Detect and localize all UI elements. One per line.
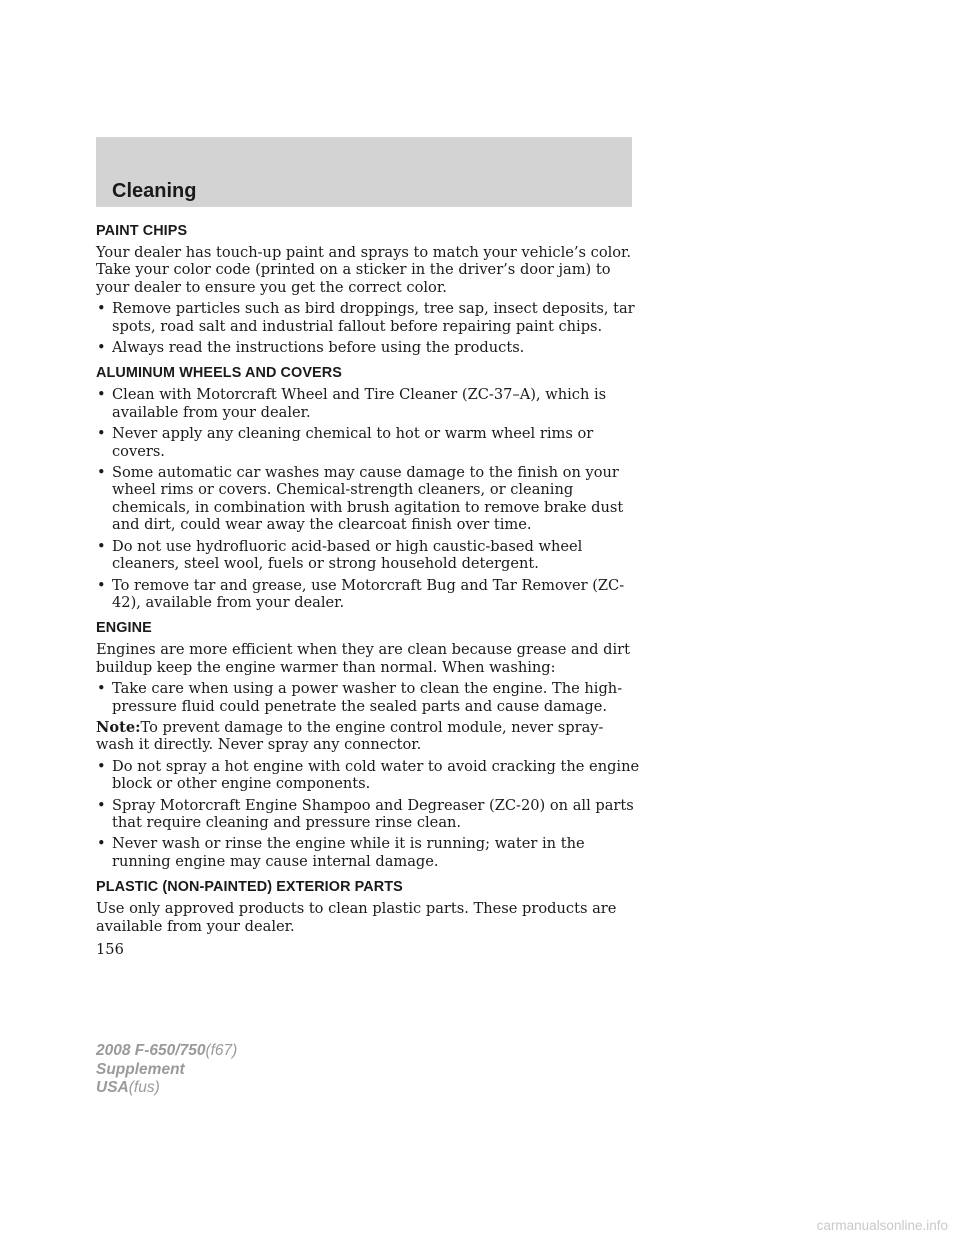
bullet-list [96, 386, 641, 611]
list-item-text: Clean with Motorcraft Wheel and Tire Cleaner (ZC-37–A), which is available from your dealer. [112, 386, 607, 421]
list-item-text: Never wash or rinse the engine while it is running; water in the running engine may cause internal damage. [112, 835, 585, 870]
bullet-list [96, 758, 641, 870]
page-content [96, 222, 641, 943]
footer-line [96, 1042, 237, 1061]
bullet-list [96, 300, 641, 356]
bullet-icon: • [97, 386, 106, 404]
list-item-text: Take care when using a power washer to clean the engine. The high-pressure fluid could penetrate the sealed parts and cause damage. [112, 680, 623, 715]
section-heading: PAINT CHIPS [96, 223, 188, 239]
list-item [96, 339, 641, 356]
bullet-icon: • [97, 796, 106, 814]
section-paragraph: Use only approved products to clean plastic parts. These products are available from your dealer. [96, 900, 617, 935]
section-plastic-exterior-parts [96, 878, 641, 935]
bullet-icon: • [97, 537, 106, 555]
section-heading: ENGINE [96, 620, 152, 637]
list-item [96, 680, 641, 715]
list-item-text: Never apply any cleaning chemical to hot or warm wheel rims or covers. [112, 425, 594, 460]
list-item [96, 577, 641, 612]
note-text: To prevent damage to the engine control module, never spray-wash it directly. Never spray any connector. [96, 718, 604, 754]
list-item-text: Spray Motorcraft Engine Shampoo and Degreaser (ZC-20) on all parts that require cleaning and pressure rinse clean. [112, 796, 634, 831]
footer-line [96, 1061, 237, 1080]
bullet-list [96, 680, 641, 715]
section-heading: PLASTIC (NON-PAINTED) EXTERIOR PARTS [96, 879, 403, 896]
watermark-link[interactable]: carmanualsonline.info [816, 1218, 948, 1233]
footer-region-code: (fus) [128, 1079, 160, 1096]
bullet-icon: • [97, 835, 106, 853]
document-footer [96, 1042, 237, 1098]
footer-model: 2008 F-650/750 [96, 1042, 206, 1059]
section-heading: ALUMINUM WHEELS AND COVERS [96, 365, 342, 382]
note-label: Note: [96, 718, 141, 736]
list-item [96, 464, 641, 534]
footer-line [96, 1079, 237, 1098]
list-item [96, 538, 641, 573]
list-item [96, 835, 641, 870]
note-paragraph [96, 719, 641, 754]
bullet-icon: • [97, 680, 106, 698]
section-paragraph: Engines are more efficient when they are clean because grease and dirt buildup keep the engine warmer than normal. When washing: [96, 641, 630, 676]
list-item [96, 425, 641, 460]
page-number: 156 [96, 941, 124, 958]
list-item-text: Do not use hydrofluoric acid-based or high caustic-based wheel cleaners, steel wool, fuels or strong household detergent. [112, 537, 583, 573]
list-item [96, 300, 641, 335]
bullet-icon: • [97, 300, 106, 318]
bullet-icon: • [97, 425, 106, 443]
section-paint-chips [96, 222, 641, 356]
section-engine [96, 619, 641, 870]
bullet-icon: • [97, 464, 106, 482]
list-item [96, 758, 641, 793]
list-item [96, 797, 641, 832]
list-item-text: Some automatic car washes may cause damage to the finish on your wheel rims or covers. Chemical-strength cleaners, or cleaning chemicals, in combination with brush agitation to remove brake dust and dirt, could wear away the clearcoat finish over time. [112, 464, 624, 534]
list-item [96, 386, 641, 421]
section-aluminum-wheels [96, 364, 641, 611]
footer-region: USA [96, 1079, 129, 1096]
page-title: Cleaning [112, 180, 197, 202]
bullet-icon: • [97, 339, 106, 357]
list-item-text: Do not spray a hot engine with cold water to avoid cracking the engine block or other engine components. [112, 757, 640, 793]
footer-supplement: Supplement [96, 1060, 185, 1078]
section-paragraph: Your dealer has touch-up paint and sprays to match your vehicle’s color. Take your color code (printed on a sticker in the driver’s door jam) to your dealer to ensure you get the correct color. [96, 244, 632, 296]
section-header-band [96, 137, 632, 207]
list-item-text: Always read the instructions before using the products. [112, 339, 525, 357]
list-item-text: To remove tar and grease, use Motorcraft Bug and Tar Remover (ZC-42), available from your dealer. [112, 576, 625, 611]
bullet-icon: • [97, 757, 106, 775]
list-item-text: Remove particles such as bird droppings, tree sap, insect deposits, tar spots, road salt and industrial fallout before repairing paint chips. [112, 300, 635, 335]
footer-model-code: (f67) [205, 1042, 238, 1059]
bullet-icon: • [97, 576, 106, 594]
